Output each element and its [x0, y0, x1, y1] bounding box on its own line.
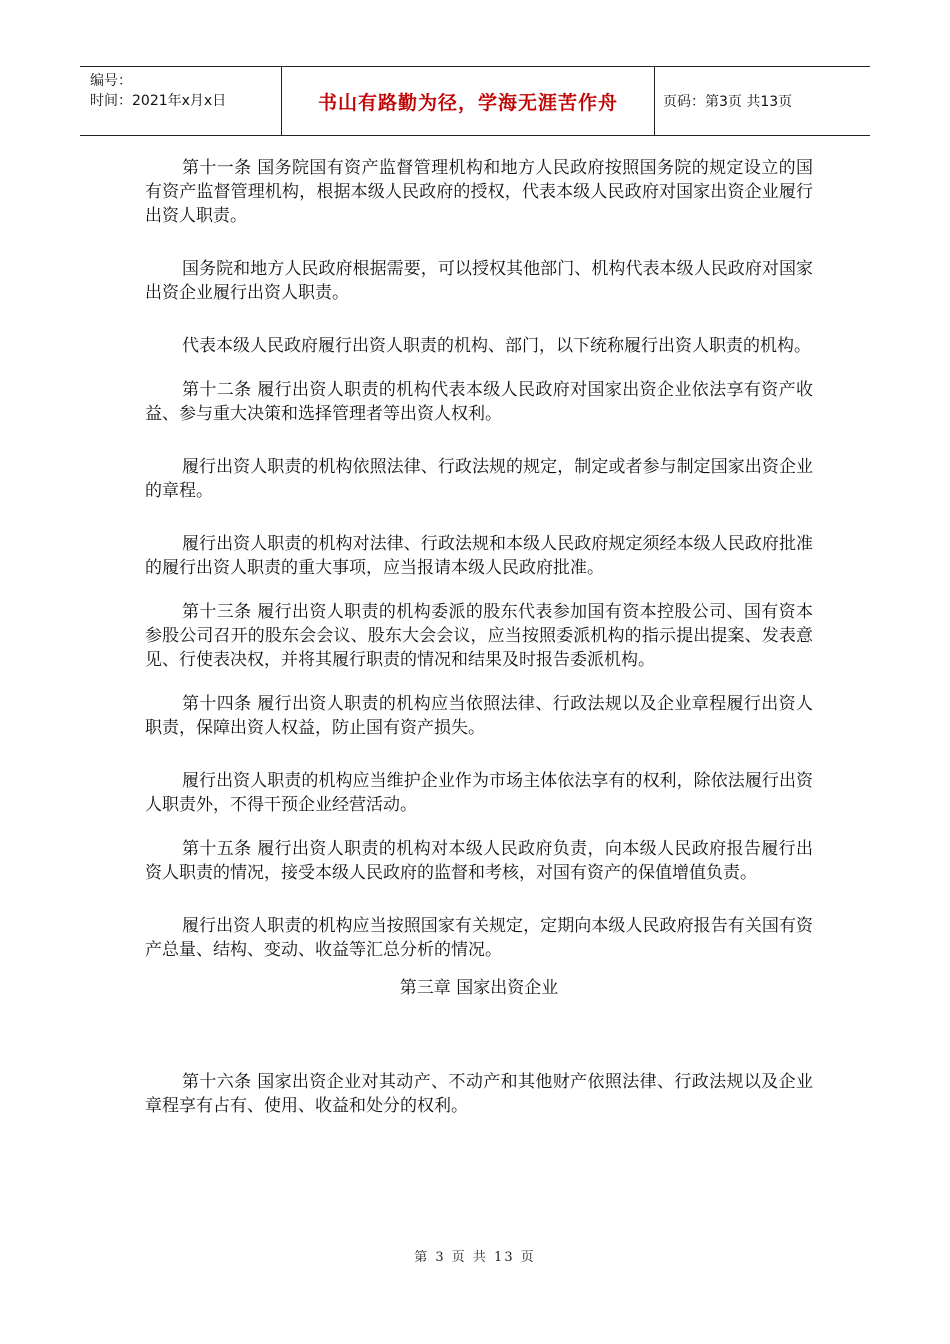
- article-14-paragraph: 第十四条 履行出资人职责的机构应当依照法律、行政法规以及企业章程履行出资人职责，保障出资人权益，防止国有资产损失。: [145, 694, 813, 738]
- article-15-paragraph: 第十五条 履行出资人职责的机构对本级人民政府负责，向本级人民政府报告履行出资人职责的情况，接受本级人民政府的监督和考核，对国有资产的保值增值负责。: [145, 839, 813, 883]
- header-motto: 书山有路勤为径，学海无涯苦作舟: [282, 67, 655, 135]
- header-page-info: 页码：第3页 共13页: [663, 94, 793, 110]
- article-15-clause-2: 履行出资人职责的机构应当按照国家有关规定，定期向本级人民政府报告有关国有资产总量、结构、变动、收益等汇总分析的情况。: [145, 916, 813, 960]
- page-footer: 第 3 页 共 13 页: [414, 1250, 536, 1265]
- document-header: [80, 66, 870, 136]
- article-12-clause-3: 履行出资人职责的机构对法律、行政法规和本级人民政府规定须经本级人民政府批准的履行出资人职责的重大事项，应当报请本级人民政府批准。: [145, 534, 813, 578]
- serial-label: 编号：: [90, 73, 132, 89]
- article-11-paragraph: 第十一条 国务院国有资产监督管理机构和地方人民政府按照国务院的规定设立的国有资产监督管理机构，根据本级人民政府的授权，代表本级人民政府对国家出资企业履行出资人职责。: [145, 158, 813, 226]
- article-11-clause-3: 代表本级人民政府履行出资人职责的机构、部门，以下统称履行出资人职责的机构。: [182, 336, 811, 356]
- header-meta-cell: [80, 67, 282, 135]
- chapter-title: 第三章 国家出资企业: [399, 978, 559, 998]
- document-body: [145, 156, 813, 1118]
- article-11-clause-2: 国务院和地方人民政府根据需要，可以授权其他部门、机构代表本级人民政府对国家出资企业履行出资人职责。: [145, 259, 813, 303]
- article-12-paragraph: 第十二条 履行出资人职责的机构代表本级人民政府对国家出资企业依法享有资产收益、参与重大决策和选择管理者等出资人权利。: [145, 380, 813, 424]
- article-16-paragraph: 第十六条 国家出资企业对其动产、不动产和其他财产依照法律、行政法规以及企业章程享有占有、使用、收益和处分的权利。: [145, 1072, 813, 1116]
- article-14-clause-2: 履行出资人职责的机构应当维护企业作为市场主体依法享有的权利，除依法履行出资人职责外，不得干预企业经营活动。: [145, 771, 813, 815]
- date-label: 时间：2021年x月x日: [90, 93, 227, 109]
- article-12-clause-2: 履行出资人职责的机构依照法律、行政法规的规定，制定或者参与制定国家出资企业的章程。: [145, 457, 813, 501]
- article-13-paragraph: 第十三条 履行出资人职责的机构委派的股东代表参加国有资本控股公司、国有资本参股公司召开的股东会会议、股东大会会议，应当按照委派机构的指示提出提案、发表意见、行使表决权，并将其履行职责的情况和结果及时报告委派机构。: [145, 602, 813, 670]
